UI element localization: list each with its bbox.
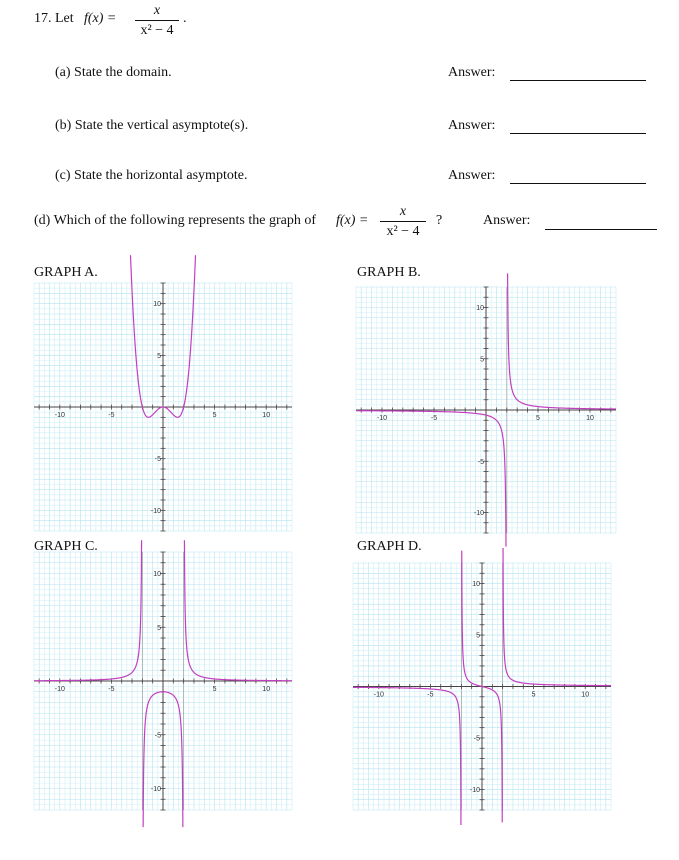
fraction-denominator: x² − 4 (140, 23, 174, 38)
answer-line-c[interactable] (510, 183, 646, 184)
graph-c-xtick--10: -10 (54, 686, 65, 693)
graph-c-ytick-10: 10 (153, 571, 161, 578)
graph-d-xtick--5: -5 (427, 691, 434, 699)
graph-a-tick-labels (55, 301, 270, 515)
question-d-fraction-bar (380, 221, 426, 222)
graph-b-axes (356, 287, 616, 533)
graph-c-label: GRAPH C. (34, 539, 98, 554)
graph-c-xtick-10: 10 (262, 686, 271, 693)
graph-a-label: GRAPH A. (34, 265, 98, 280)
graph-d-label: GRAPH D. (357, 539, 422, 554)
question-c: (c) State the horizontal asymptote. (55, 168, 248, 183)
question-d: (d) Which of the following represents the graph of (34, 213, 316, 228)
graph-d-curve-branch-1 (353, 687, 461, 825)
graph-a-xtick-5: 5 (212, 412, 217, 419)
graph-d-ytick-10: 10 (472, 581, 480, 589)
graph-b-ytick--10: -10 (473, 510, 484, 517)
graph-a-plot[interactable] (34, 283, 292, 531)
question-d-qmark: ? (436, 213, 443, 228)
answer-label-d: Answer: (483, 213, 531, 228)
graph-c-plot[interactable] (34, 552, 292, 810)
problem-number: 17. (34, 11, 52, 26)
graph-b-ytick-5: 5 (480, 356, 484, 364)
graph-d-xtick-5: 5 (531, 691, 536, 699)
graph-a-ytick-5: 5 (157, 352, 161, 360)
graph-c-ytick--10: -10 (150, 786, 161, 793)
graph-a-ytick--5: -5 (154, 456, 161, 464)
problem-let: Let (55, 11, 74, 26)
graph-a-ytick--10: -10 (150, 507, 161, 515)
fraction-bar (135, 20, 179, 21)
question-b: (b) State the vertical asymptote(s). (55, 118, 249, 133)
graph-d-ytick-5: 5 (476, 632, 480, 640)
question-d-function-name: f(x) = (336, 213, 369, 228)
graph-a-xtick--10: -10 (54, 412, 65, 419)
answer-line-a[interactable] (510, 80, 646, 81)
graph-b-xtick-5: 5 (536, 415, 540, 422)
graph-b-ytick-10: 10 (476, 305, 484, 312)
graph-c-tick-labels (55, 571, 270, 793)
question-d-numerator: x (399, 204, 407, 219)
answer-label-b: Answer: (448, 118, 496, 133)
graph-d-xtick--10: -10 (373, 691, 384, 699)
function-name: f(x) = (84, 11, 117, 26)
question-a: (a) State the domain. (55, 65, 172, 80)
answer-line-b[interactable] (510, 133, 646, 134)
problem-header (34, 11, 74, 27)
graph-d-ytick--10: -10 (469, 786, 480, 794)
graph-c-xtick-5: 5 (212, 686, 217, 693)
graph-b-ytick--5: -5 (477, 458, 484, 466)
graph-c-ytick--5: -5 (154, 732, 161, 740)
graph-b-curve-branch-2 (508, 273, 616, 409)
answer-label-c: Answer: (448, 168, 496, 183)
graph-a-xtick--5: -5 (108, 412, 115, 419)
graph-b-plot[interactable] (356, 287, 616, 533)
graph-c-ytick-5: 5 (157, 624, 161, 632)
answer-line-d[interactable] (545, 229, 657, 230)
problem-period: . (183, 11, 187, 26)
graph-b-curve-branch-1 (356, 411, 506, 547)
question-d-denominator: x² − 4 (386, 224, 420, 239)
graph-b-xtick--10: -10 (376, 415, 388, 422)
graph-a-ytick-10: 10 (153, 301, 161, 309)
graph-d-curve-branch-3 (503, 548, 611, 686)
fraction-numerator: x (153, 3, 161, 18)
function-fraction (135, 3, 179, 39)
graph-b-label: GRAPH B. (357, 265, 421, 280)
graph-b-xtick--5: -5 (430, 415, 438, 422)
question-d-fraction (380, 204, 426, 240)
graph-b-xtick-10: 10 (586, 415, 594, 422)
graph-c-xtick--5: -5 (108, 686, 115, 693)
graph-d-plot[interactable] (353, 563, 611, 810)
graph-a-xtick-10: 10 (262, 412, 271, 419)
graph-d-xtick-10: 10 (581, 691, 590, 699)
answer-label-a: Answer: (448, 65, 496, 80)
graph-d-ytick--5: -5 (473, 735, 480, 743)
